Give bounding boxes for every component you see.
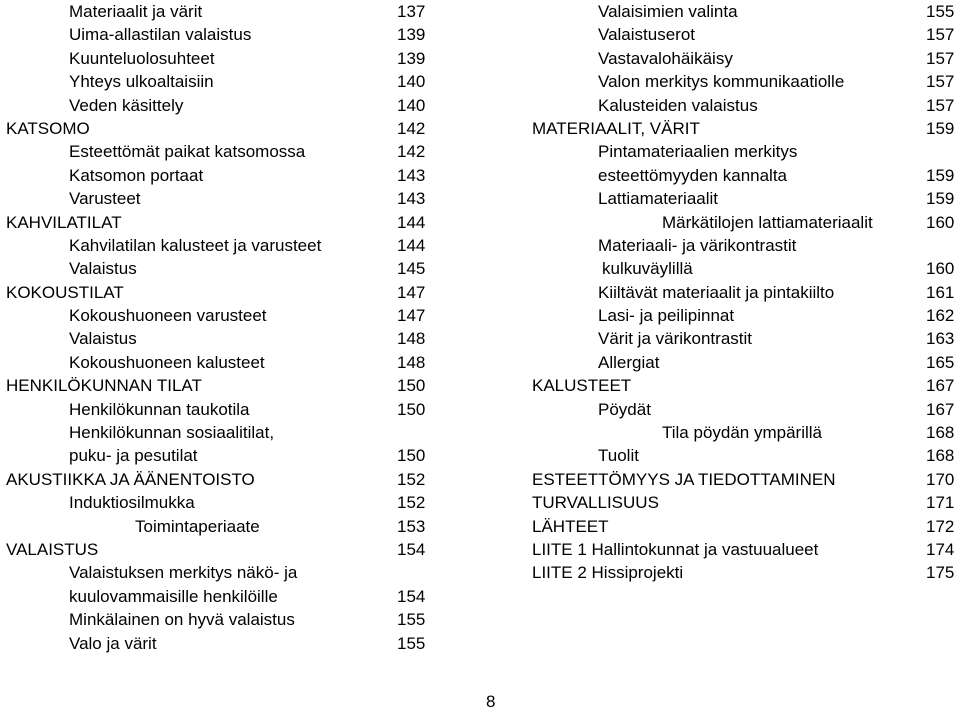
toc-entry bbox=[530, 491, 960, 514]
toc-entry-page: 148 bbox=[397, 352, 426, 372]
toc-entry-page: 168 bbox=[926, 423, 955, 443]
toc-entry-title: Henkilökunnan taukotila bbox=[69, 399, 250, 419]
toc-entry bbox=[530, 164, 960, 187]
toc-entry-title: esteettömyyden kannalta bbox=[598, 165, 788, 185]
toc-entry-page: 144 bbox=[397, 235, 426, 255]
toc-entry bbox=[530, 398, 960, 421]
toc-entry-page: 162 bbox=[926, 306, 955, 326]
toc-entry-page: 167 bbox=[926, 399, 955, 419]
toc-entry-title: Värit ja värikontrastit bbox=[598, 329, 752, 349]
toc-entry-page: 172 bbox=[926, 516, 955, 536]
toc-entry-title: KALUSTEET bbox=[532, 376, 632, 396]
toc-entry bbox=[530, 561, 960, 584]
toc-entry-page: 154 bbox=[397, 586, 426, 606]
toc-entry bbox=[530, 257, 960, 280]
toc-entry bbox=[0, 398, 460, 421]
toc-entry-page: 142 bbox=[397, 142, 426, 162]
toc-entry bbox=[0, 421, 460, 444]
toc-entry-title: HENKILÖKUNNAN TILAT bbox=[6, 376, 202, 396]
toc-entry-title: AKUSTIIKKA JA ÄÄNENTOISTO bbox=[6, 469, 255, 489]
toc-entry-title: Lasi- ja peilipinnat bbox=[598, 306, 735, 326]
toc-entry-page: 171 bbox=[926, 493, 955, 513]
toc-entry bbox=[0, 515, 460, 538]
toc-entry bbox=[530, 187, 960, 210]
toc-entry bbox=[0, 491, 460, 514]
toc-entry bbox=[0, 211, 460, 234]
toc-entry-page: 168 bbox=[926, 446, 955, 466]
toc-entry-page: 142 bbox=[397, 118, 426, 138]
toc-entry bbox=[530, 70, 960, 93]
toc-entry-page: 157 bbox=[926, 72, 955, 92]
toc-entry bbox=[530, 23, 960, 46]
toc-entry-page: 152 bbox=[397, 469, 426, 489]
toc-entry bbox=[0, 117, 460, 140]
toc-entry bbox=[0, 327, 460, 350]
toc-entry-title: Kahvilatilan kalusteet ja varusteet bbox=[69, 235, 322, 255]
toc-entry-title: Valaistus bbox=[69, 259, 137, 279]
toc-entry bbox=[0, 351, 460, 374]
page-number: 8 bbox=[486, 692, 496, 711]
toc-entry-page: 160 bbox=[926, 259, 955, 279]
toc-entry-title: LÄHTEET bbox=[532, 516, 609, 536]
toc-entry bbox=[0, 304, 460, 327]
toc-entry-page: 137 bbox=[397, 2, 426, 21]
toc-entry-title: Esteettömät paikat katsomossa bbox=[69, 142, 306, 162]
toc-entry-title: Märkätilojen lattiamateriaalit bbox=[662, 212, 873, 232]
toc-entry-page: 139 bbox=[397, 25, 426, 45]
toc-entry bbox=[0, 234, 460, 257]
toc-entry bbox=[0, 70, 460, 93]
toc-entry bbox=[530, 47, 960, 70]
toc-entry bbox=[0, 608, 460, 631]
toc-entry bbox=[530, 211, 960, 234]
toc-entry-page: 154 bbox=[397, 539, 426, 559]
toc-entry-title: Vastavalohäikäisy bbox=[598, 48, 733, 68]
toc-entry-title: LIITE 1 Hallintokunnat ja vastuualueet bbox=[532, 539, 819, 559]
toc-entry-title: Tuolit bbox=[598, 446, 639, 466]
toc-entry-title: ESTEETTÖMYYS JA TIEDOTTAMINEN bbox=[532, 469, 836, 489]
toc-entry-page: 157 bbox=[926, 95, 955, 115]
toc-entry-page: 143 bbox=[397, 165, 426, 185]
toc-entry-title: Uima-allastilan valaistus bbox=[69, 25, 252, 45]
toc-entry-title: Induktiosilmukka bbox=[69, 493, 195, 513]
toc-entry bbox=[0, 374, 460, 397]
toc-entry-title: KAHVILATILAT bbox=[6, 212, 122, 232]
toc-entry-title: kulkuväylillä bbox=[602, 259, 693, 279]
toc-entry-page: 170 bbox=[926, 469, 955, 489]
toc-entry-page: 155 bbox=[397, 633, 426, 653]
toc-entry-title: Tila pöydän ympärillä bbox=[662, 423, 822, 443]
toc-entry bbox=[0, 468, 460, 491]
toc-entry bbox=[0, 444, 460, 467]
toc-entry-page: 159 bbox=[926, 118, 955, 138]
toc-entry bbox=[530, 94, 960, 117]
toc-entry-page: 148 bbox=[397, 329, 426, 349]
toc-entry bbox=[0, 257, 460, 280]
toc-entry bbox=[0, 561, 460, 584]
toc-entry-page: 155 bbox=[397, 610, 426, 630]
toc-entry-title: Henkilökunnan sosiaalitilat, bbox=[69, 423, 275, 443]
toc-entry bbox=[0, 140, 460, 163]
toc-entry bbox=[530, 117, 960, 140]
toc-entry-title: Kuunteluolosuhteet bbox=[69, 48, 215, 68]
toc-entry-title: Materiaalit ja värit bbox=[69, 2, 203, 21]
toc-entry-title: Minkälainen on hyvä valaistus bbox=[69, 610, 295, 630]
toc-left-column bbox=[0, 0, 460, 655]
toc-entry-title: KATSOMO bbox=[6, 118, 90, 138]
toc-entry-title: Toimintaperiaate bbox=[135, 516, 260, 536]
toc-entry-page: 140 bbox=[397, 72, 426, 92]
toc-entry-page: 167 bbox=[926, 376, 955, 396]
toc-entry-title: TURVALLISUUS bbox=[532, 493, 659, 513]
toc-entry-title: puku- ja pesutilat bbox=[69, 446, 198, 466]
toc-entry-title: Valaistuserot bbox=[598, 25, 696, 45]
toc-entry bbox=[530, 468, 960, 491]
toc-entry-page: 163 bbox=[926, 329, 955, 349]
toc-entry-title: Pöydät bbox=[598, 399, 651, 419]
toc-entry bbox=[0, 281, 460, 304]
toc-entry-page: 145 bbox=[397, 259, 426, 279]
toc-entry bbox=[530, 374, 960, 397]
toc-entry bbox=[0, 585, 460, 608]
toc-entry-title: Katsomon portaat bbox=[69, 165, 204, 185]
toc-entry-page: 174 bbox=[926, 539, 955, 559]
toc-entry bbox=[530, 304, 960, 327]
toc-entry-page: 157 bbox=[926, 48, 955, 68]
toc-entry bbox=[0, 632, 460, 655]
toc-entry-page: 139 bbox=[397, 48, 426, 68]
toc-entry bbox=[0, 23, 460, 46]
toc-entry bbox=[530, 444, 960, 467]
toc-entry bbox=[530, 140, 960, 163]
toc-entry-page: 147 bbox=[397, 282, 426, 302]
toc-entry bbox=[530, 327, 960, 350]
toc-entry-page: 160 bbox=[926, 212, 955, 232]
toc-entry-title: kuulovammaisille henkilöille bbox=[69, 586, 278, 606]
toc-entry bbox=[0, 164, 460, 187]
toc-entry bbox=[530, 421, 960, 444]
toc-entry-page: 143 bbox=[397, 189, 426, 209]
toc-entry-title: VALAISTUS bbox=[6, 539, 99, 559]
toc-entry-title: Valaisimien valinta bbox=[598, 2, 738, 21]
toc-entry bbox=[530, 281, 960, 304]
toc-entry-page: 140 bbox=[397, 95, 426, 115]
toc-entry-title: Allergiat bbox=[598, 352, 660, 372]
toc-entry bbox=[530, 351, 960, 374]
toc-entry bbox=[0, 47, 460, 70]
toc-entry-page: 157 bbox=[926, 25, 955, 45]
toc-right-column bbox=[530, 0, 960, 585]
toc-entry bbox=[0, 538, 460, 561]
toc-entry bbox=[0, 94, 460, 117]
toc-entry-page: 150 bbox=[397, 446, 426, 466]
toc-entry-page: 144 bbox=[397, 212, 426, 232]
toc-entry-page: 161 bbox=[926, 282, 955, 302]
toc-entry-title: Lattiamateriaalit bbox=[598, 189, 719, 209]
toc-entry-title: Pintamateriaalien merkitys bbox=[598, 142, 798, 162]
toc-entry-title: Kokoushuoneen kalusteet bbox=[69, 352, 265, 372]
toc-entry-title: Varusteet bbox=[69, 189, 141, 209]
toc-entry bbox=[530, 515, 960, 538]
toc-entry-page: 153 bbox=[397, 516, 426, 536]
toc-entry-title: MATERIAALIT, VÄRIT bbox=[532, 118, 700, 138]
toc-entry-page: 152 bbox=[397, 493, 426, 513]
toc-entry-title: Yhteys ulkoaltaisiin bbox=[69, 72, 214, 92]
toc-entry-title: Veden käsittely bbox=[69, 95, 184, 115]
toc-entry-page: 159 bbox=[926, 165, 955, 185]
toc-entry-title: Valo ja värit bbox=[69, 633, 157, 653]
toc-entry-title: Materiaali- ja värikontrastit bbox=[598, 235, 797, 255]
toc-entry-title: Kalusteiden valaistus bbox=[598, 95, 758, 115]
toc-entry-title: LIITE 2 Hissiprojekti bbox=[532, 563, 684, 583]
toc-entry-page: 175 bbox=[926, 563, 955, 583]
toc-entry-title: Valon merkitys kommunikaatiolle bbox=[598, 72, 845, 92]
toc-entry bbox=[0, 0, 460, 23]
toc-entry-title: Kiiltävät materiaalit ja pintakiilto bbox=[598, 282, 835, 302]
toc-entry-page: 165 bbox=[926, 352, 955, 372]
toc-entry-title: Valaistus bbox=[69, 329, 137, 349]
toc-entry bbox=[0, 187, 460, 210]
toc-entry bbox=[530, 234, 960, 257]
toc-entry-page: 155 bbox=[926, 2, 955, 21]
toc-entry-page: 150 bbox=[397, 399, 426, 419]
toc-entry-title: Valaistuksen merkitys näkö- ja bbox=[69, 563, 298, 583]
toc-entry-title: KOKOUSTILAT bbox=[6, 282, 124, 302]
toc-entry-title: Kokoushuoneen varusteet bbox=[69, 306, 267, 326]
toc-entry-page: 147 bbox=[397, 306, 426, 326]
toc-entry bbox=[530, 538, 960, 561]
toc-entry bbox=[530, 0, 960, 23]
toc-entry-page: 150 bbox=[397, 376, 426, 396]
toc-entry-page: 159 bbox=[926, 189, 955, 209]
